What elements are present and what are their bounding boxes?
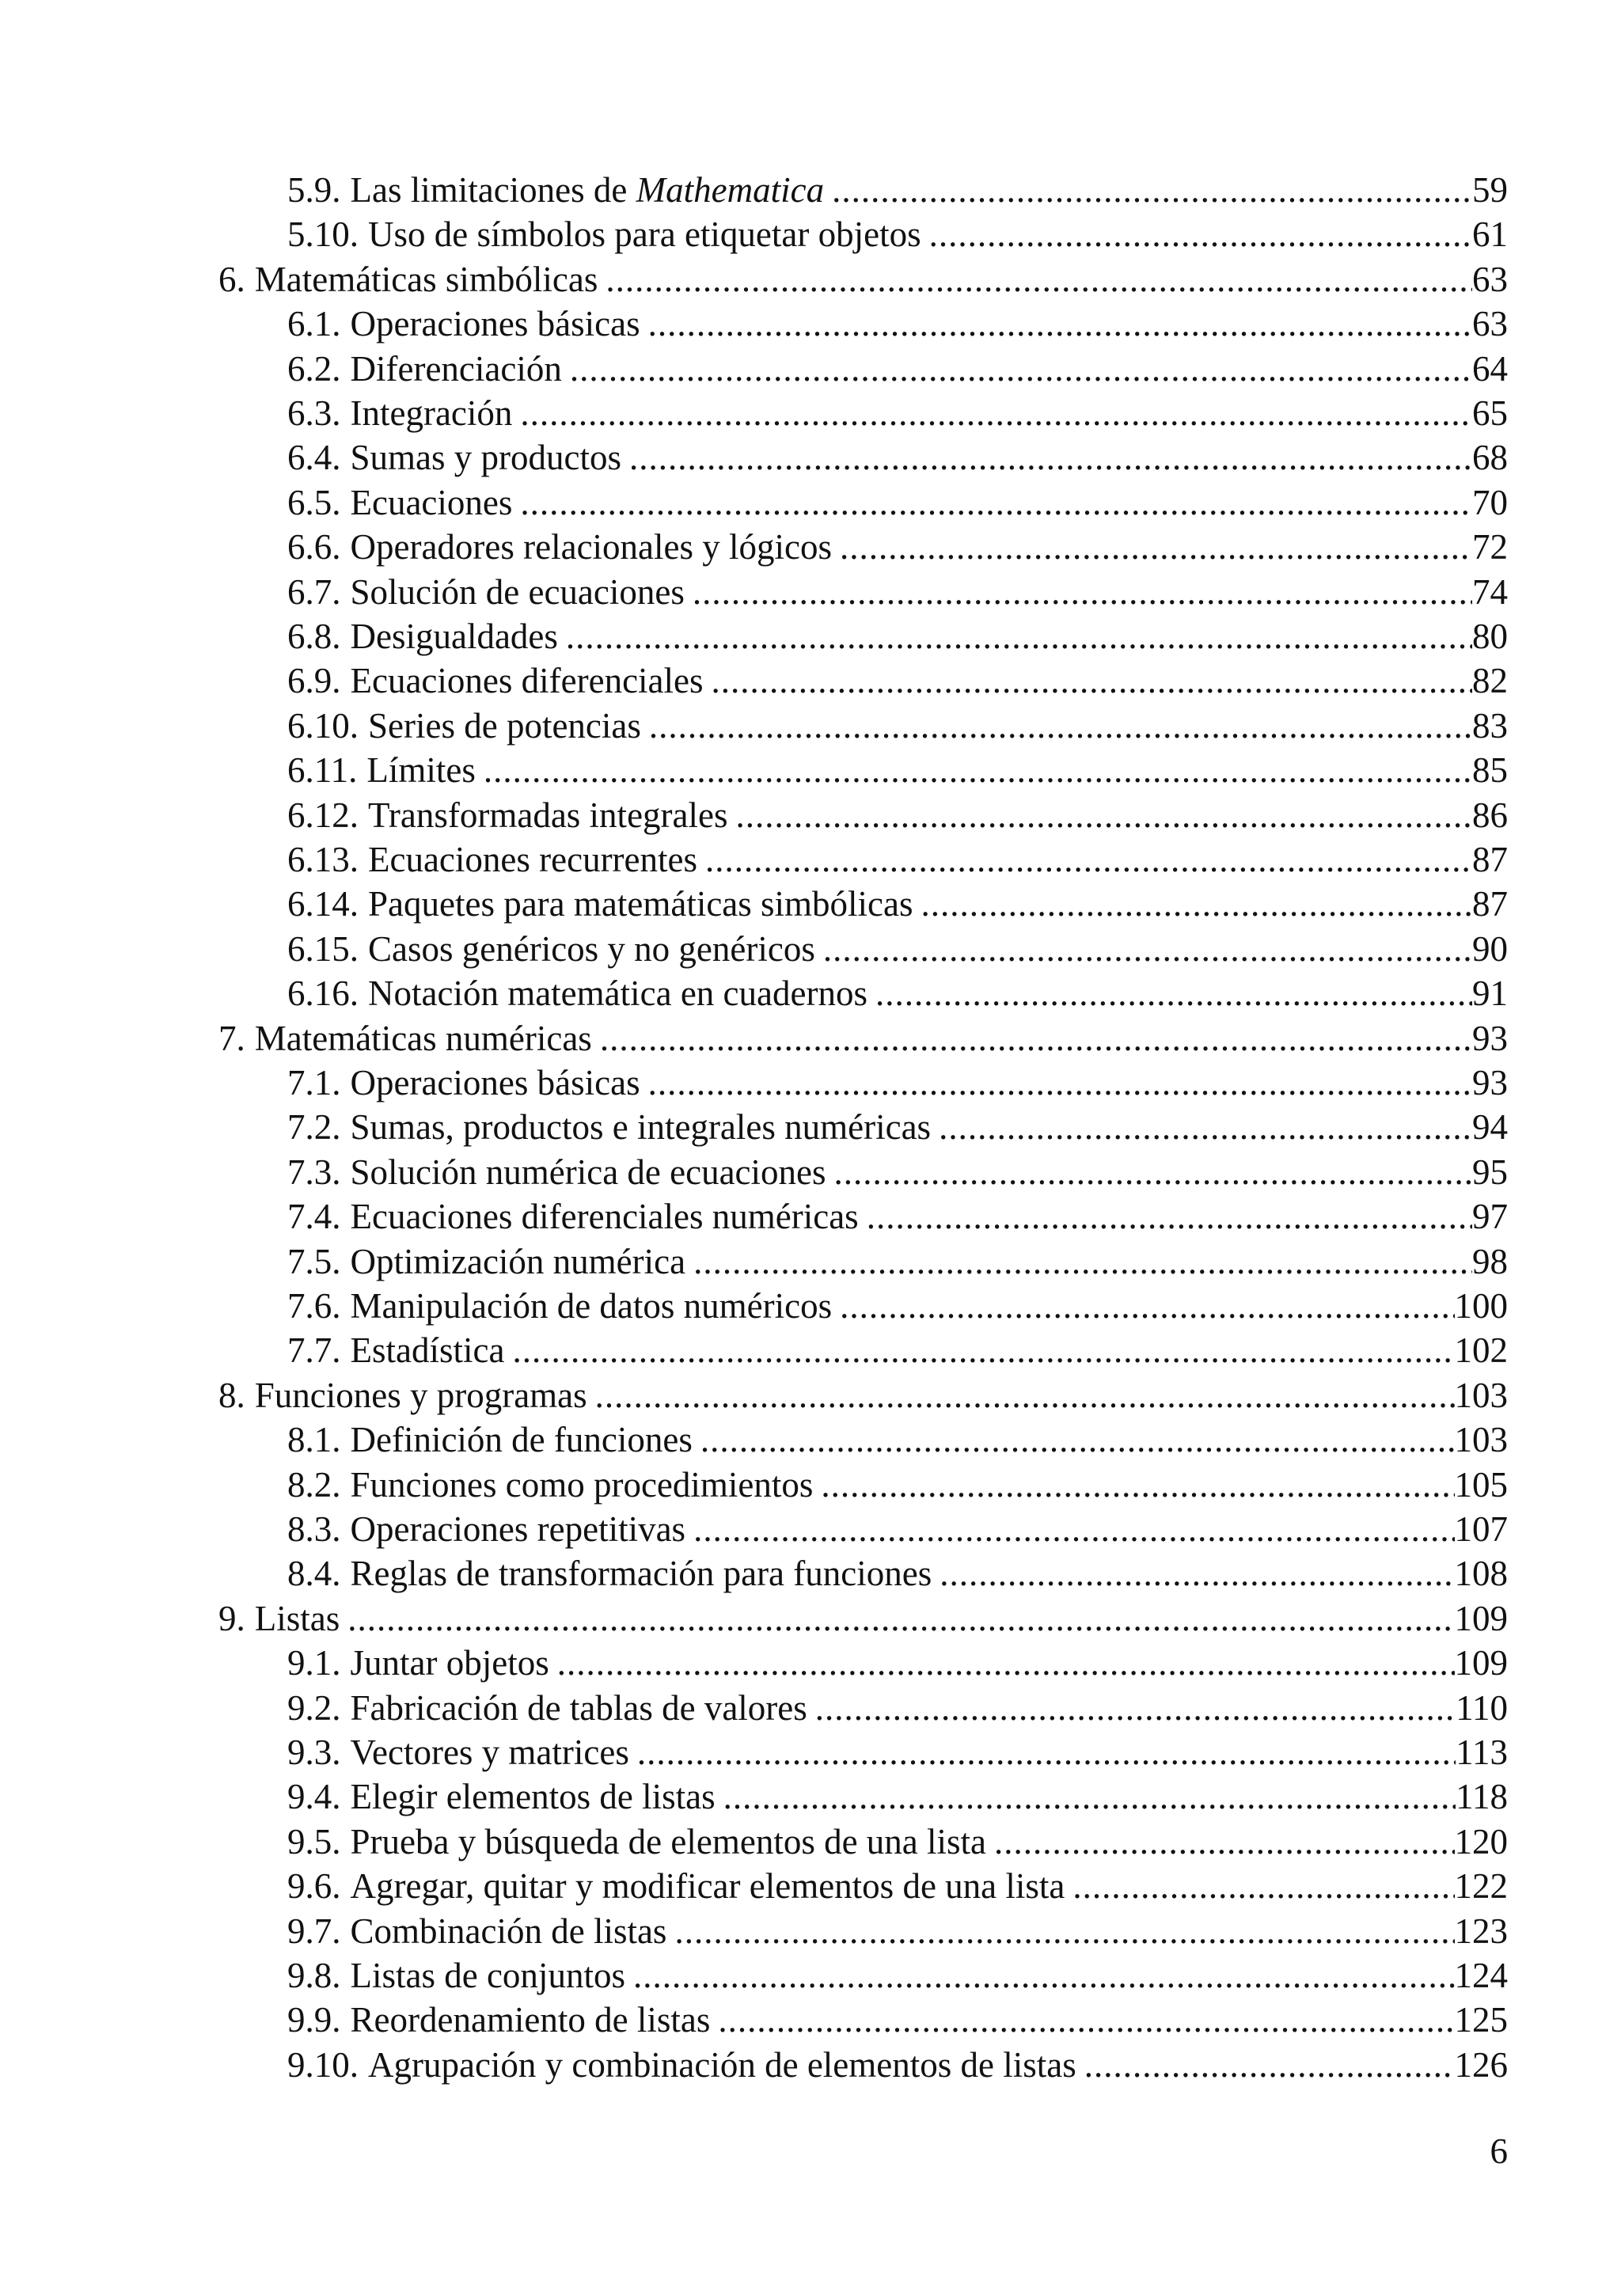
toc-entry-title-text: Sumas, productos e integrales numéricas [350, 1107, 932, 1147]
toc-entry-title-text: Ecuaciones diferenciales numéricas [350, 1197, 859, 1236]
toc-dot-leader [832, 1284, 1454, 1328]
toc-entry-number: 6.12. [287, 795, 359, 835]
toc-entry-title [341, 1551, 932, 1596]
toc-entry-title-text: Desigualdades [350, 617, 558, 656]
toc-section-entry [287, 1686, 1508, 1730]
toc-section-entry [287, 658, 1508, 703]
toc-entry-title-text: Ecuaciones [350, 483, 513, 522]
toc-section-entry [287, 212, 1508, 256]
toc-entry-page: 98 [1472, 1242, 1508, 1281]
toc-section-entry [287, 1105, 1508, 1149]
toc-entry-page: 102 [1454, 1330, 1508, 1370]
toc-entry-number: 8.1. [287, 1420, 341, 1459]
toc-dot-leader [1065, 1864, 1454, 1908]
toc-dot-leader [921, 212, 1472, 256]
toc-section-entry [287, 480, 1508, 525]
toc-entry-number: 6.13. [287, 840, 359, 879]
toc-entry-title-text: Listas de conjuntos [350, 1956, 625, 1995]
toc-entry-title-text: Operaciones básicas [350, 1063, 640, 1102]
toc-entry-page: 72 [1472, 527, 1508, 567]
toc-entry-number: 8.3. [287, 1509, 341, 1549]
toc-entry-page: 105 [1454, 1465, 1508, 1505]
toc-dot-leader [629, 1730, 1456, 1774]
toc-section-entry [287, 525, 1508, 569]
toc-entry-title [245, 257, 598, 302]
toc-entry-page: 103 [1454, 1376, 1508, 1415]
toc-entry-title [341, 435, 622, 480]
toc-dot-leader [697, 837, 1472, 882]
toc-section-entry [287, 1820, 1508, 1864]
toc-dot-leader [986, 1820, 1454, 1864]
toc-entry-title-text: Notación matemática en cuadernos [368, 973, 867, 1013]
toc-section-entry [287, 1998, 1508, 2042]
toc-section-entry [287, 1641, 1508, 1685]
toc-entry-page: 120 [1454, 1822, 1508, 1861]
toc-entry-number: 6.16. [287, 973, 359, 1013]
toc-dot-leader [931, 1105, 1472, 1149]
page-number: 6 [1490, 2131, 1508, 2171]
toc-entry-number: 7.4. [287, 1197, 341, 1236]
toc-entry-number: 7.2. [287, 1107, 341, 1147]
toc-dot-leader [727, 793, 1472, 837]
toc-entry-number: 7.5. [287, 1242, 341, 1281]
toc-chapter-entry [218, 1016, 1508, 1061]
toc-section-entry [287, 1909, 1508, 1953]
toc-entry-title-text: Operaciones básicas [350, 304, 640, 343]
toc-entry-title-text: Listas [254, 1599, 340, 1638]
toc-section-entry [287, 1239, 1508, 1284]
toc-entry-title [341, 391, 513, 435]
toc-entry-title-text: Funciones como procedimientos [350, 1465, 814, 1505]
toc-entry-page: 91 [1472, 973, 1508, 1013]
toc-entry-page: 97 [1472, 1197, 1508, 1236]
toc-entry-title [341, 1239, 686, 1284]
toc-entry-page: 59 [1472, 170, 1508, 210]
toc-entry-title [359, 882, 913, 926]
toc-entry-title [341, 570, 685, 614]
toc-dot-leader [562, 347, 1472, 391]
toc-entry-title [245, 1596, 340, 1641]
toc-dot-leader [340, 1596, 1454, 1641]
toc-entry-title [341, 1730, 629, 1774]
toc-entry-title-text: Operaciones repetitivas [350, 1509, 686, 1549]
toc-entry-title-text: Sumas y productos [350, 438, 621, 477]
toc-entry-number: 6.6. [287, 527, 341, 567]
toc-dot-leader [704, 658, 1472, 703]
toc-dot-leader [641, 704, 1472, 748]
toc-entry-title [357, 748, 475, 792]
toc-entry-title-text: Matemáticas numéricas [254, 1019, 592, 1058]
toc-entry-number: 6.15. [287, 929, 359, 969]
toc-chapter-entry [218, 257, 1508, 302]
toc-section-entry [287, 1730, 1508, 1774]
toc-section-entry [287, 1507, 1508, 1551]
toc-section-entry [287, 2043, 1508, 2087]
toc-entry-title-text: Funciones y programas [254, 1376, 587, 1415]
toc-dot-leader [512, 480, 1472, 525]
toc-entry-number: 6.2. [287, 349, 341, 389]
toc-entry-page: 65 [1472, 393, 1508, 433]
toc-entry-title [341, 1953, 625, 1998]
toc-entry-number: 6.7. [287, 572, 341, 612]
toc-entry-title-text: Juntar objetos [350, 1643, 549, 1683]
toc-entry-page: 123 [1454, 1911, 1508, 1951]
toc-dot-leader [1076, 2043, 1455, 2087]
toc-entry-title [341, 1061, 640, 1105]
toc-entry-title [341, 302, 640, 346]
toc-entry-title-text: Las limitaciones de [350, 170, 636, 210]
toc-dot-leader [807, 1686, 1456, 1730]
toc-entry-number: 8.2. [287, 1465, 341, 1505]
toc-dot-leader [592, 1016, 1472, 1061]
toc-entry-number: 9.2. [287, 1688, 341, 1728]
toc-entry-number: 6.9. [287, 661, 341, 700]
toc-entry-title [341, 1417, 693, 1462]
toc-entry-number: 9.3. [287, 1732, 341, 1772]
toc-entry-page: 80 [1472, 617, 1508, 656]
toc-entry-number: 6.3. [287, 393, 341, 433]
toc-entry-number: 9.7. [287, 1911, 341, 1951]
toc-section-entry [287, 837, 1508, 882]
toc-entry-number: 6. [218, 260, 245, 299]
toc-entry-title [341, 1105, 932, 1149]
toc-entry-number: 6.4. [287, 438, 341, 477]
toc-entry-title-text: Manipulación de datos numéricos [350, 1286, 833, 1326]
toc-dot-leader [640, 302, 1472, 346]
toc-section-entry [287, 1061, 1508, 1105]
toc-entry-title-text: Solución numérica de ecuaciones [350, 1152, 826, 1192]
toc-entry-page: 109 [1454, 1643, 1508, 1683]
toc-entry-title-text: Fabricación de tablas de valores [350, 1688, 807, 1728]
toc-entry-page: 63 [1472, 260, 1508, 299]
toc-dot-leader [666, 1909, 1454, 1953]
toc-entry-number: 6.10. [287, 706, 359, 746]
toc-entry-title-text: Diferenciación [350, 349, 562, 389]
toc-entry-number: 7.6. [287, 1286, 341, 1326]
toc-entry-title-text: Límites [366, 750, 476, 790]
toc-entry-number: 8.4. [287, 1554, 341, 1593]
toc-section-entry [287, 793, 1508, 837]
toc-entry-title [341, 1774, 716, 1819]
toc-dot-leader [826, 1150, 1472, 1194]
toc-entry-title-text: Reglas de transformación para funciones [350, 1554, 932, 1593]
toc-section-entry [287, 570, 1508, 614]
toc-entry-title [245, 1373, 587, 1417]
toc-entry-number: 9.8. [287, 1956, 341, 1995]
toc-entry-title [359, 927, 815, 971]
toc-entry-title [341, 1328, 505, 1372]
toc-entry-page: 86 [1472, 795, 1508, 835]
toc-entry-title-text: Casos genéricos y no genéricos [368, 929, 815, 969]
toc-entry-page: 113 [1456, 1732, 1508, 1772]
toc-entry-title-text: Agregar, quitar y modificar elementos de una lista [350, 1866, 1065, 1906]
toc-section-entry [287, 168, 1508, 212]
toc-entry-page: 94 [1472, 1107, 1508, 1147]
toc-section-entry [287, 1774, 1508, 1819]
toc-dot-leader [685, 1507, 1454, 1551]
toc-entry-number: 9.4. [287, 1777, 341, 1816]
toc-entry-number: 7.3. [287, 1152, 341, 1192]
toc-entry-title-text: Agrupación y combinación de elementos de listas [368, 2045, 1076, 2085]
toc-section-entry [287, 435, 1508, 480]
toc-entry-title-italic: Mathematica [636, 170, 825, 210]
toc-entry-page: 108 [1454, 1554, 1508, 1593]
toc-chapter-entry [218, 1596, 1508, 1641]
toc-entry-number: 6.14. [287, 884, 359, 924]
toc-entry-page: 122 [1454, 1866, 1508, 1906]
toc-entry-page: 64 [1472, 349, 1508, 389]
toc-section-entry [287, 1328, 1508, 1372]
toc-entry-title-text: Reordenamiento de listas [350, 2000, 711, 2040]
toc-entry-page: 124 [1454, 1956, 1508, 1995]
toc-dot-leader [476, 748, 1472, 792]
toc-dot-leader [710, 1998, 1454, 2042]
toc-section-entry [287, 1953, 1508, 1998]
toc-entry-page: 61 [1472, 214, 1508, 254]
toc-entry-number: 5.9. [287, 170, 341, 210]
toc-dot-leader [640, 1061, 1472, 1105]
toc-entry-number: 6.11. [287, 750, 358, 790]
toc-dot-leader [685, 1239, 1472, 1284]
toc-entry-title [341, 1686, 807, 1730]
toc-dot-leader [558, 614, 1472, 658]
toc-section-entry [287, 614, 1508, 658]
toc-entry-number: 9.1. [287, 1643, 341, 1683]
toc-entry-page: 110 [1456, 1688, 1508, 1728]
toc-entry-title [341, 525, 833, 569]
toc-entry-number: 9.10. [287, 2045, 359, 2085]
toc-entry-number: 8. [218, 1376, 245, 1415]
toc-entry-title [341, 1507, 686, 1551]
toc-entry-title [341, 168, 825, 212]
toc-entry-number: 5.10. [287, 214, 359, 254]
toc-entry-page: 63 [1472, 304, 1508, 343]
toc-entry-title-text: Integración [350, 393, 513, 433]
toc-entry-page: 74 [1472, 572, 1508, 612]
toc-entry-title-text: Matemáticas simbólicas [254, 260, 598, 299]
toc-dot-leader [716, 1774, 1456, 1819]
toc-entry-title [245, 1016, 592, 1061]
toc-dot-leader [859, 1194, 1472, 1239]
toc-entry-number: 7.1. [287, 1063, 341, 1102]
toc-section-entry [287, 748, 1508, 792]
toc-entry-number: 6.5. [287, 483, 341, 522]
toc-entry-title-text: Elegir elementos de listas [350, 1777, 716, 1816]
toc-entry-number: 7.7. [287, 1330, 341, 1370]
toc-entry-number: 9.5. [287, 1822, 341, 1861]
toc-entry-title-text: Definición de funciones [350, 1420, 693, 1459]
toc-entry-page: 85 [1472, 750, 1508, 790]
toc-entry-title-text: Estadística [350, 1330, 505, 1370]
toc-dot-leader [832, 525, 1472, 569]
toc-dot-leader [621, 435, 1472, 480]
toc-section-entry [287, 1551, 1508, 1596]
toc-dot-leader [587, 1373, 1455, 1417]
toc-entry-title [341, 614, 558, 658]
toc-section-entry [287, 704, 1508, 748]
toc-entry-title [341, 480, 513, 525]
toc-entry-title-text: Operadores relacionales y lógicos [350, 527, 833, 567]
toc-section-entry [287, 1463, 1508, 1507]
toc-entry-page: 83 [1472, 706, 1508, 746]
toc-entry-title-text: Prueba y búsqueda de elementos de una lista [350, 1822, 987, 1861]
toc-dot-leader [913, 882, 1472, 926]
toc-entry-number: 9.6. [287, 1866, 341, 1906]
toc-entry-number: 9. [218, 1599, 245, 1638]
toc-dot-leader [693, 1417, 1455, 1462]
toc-entry-title-text: Optimización numérica [350, 1242, 686, 1281]
toc-section-entry [287, 1864, 1508, 1908]
toc-entry-title [341, 1998, 711, 2042]
toc-entry-page: 68 [1472, 438, 1508, 477]
toc-entry-title [341, 1820, 987, 1864]
toc-entry-page: 93 [1472, 1063, 1508, 1102]
toc-entry-page: 95 [1472, 1152, 1508, 1192]
toc-entry-title [359, 2043, 1076, 2087]
toc-dot-leader [932, 1551, 1454, 1596]
toc-section-entry [287, 391, 1508, 435]
toc-entry-title-text: Ecuaciones diferenciales [350, 661, 704, 700]
toc-section-entry [287, 302, 1508, 346]
toc-entry-title [359, 704, 641, 748]
toc-entry-page: 126 [1454, 2045, 1508, 2085]
toc-entry-number: 6.1. [287, 304, 341, 343]
toc-entry-page: 125 [1454, 2000, 1508, 2040]
toc-entry-page: 93 [1472, 1019, 1508, 1058]
toc-chapter-entry [218, 1373, 1508, 1417]
toc-entry-page: 100 [1454, 1286, 1508, 1326]
toc-entry-page: 109 [1454, 1599, 1508, 1638]
toc-entry-page: 87 [1472, 840, 1508, 879]
toc-entry-title [341, 1864, 1065, 1908]
toc-entry-title-text: Series de potencias [368, 706, 641, 746]
toc-entry-page: 103 [1454, 1420, 1508, 1459]
toc-dot-leader [867, 971, 1472, 1015]
toc-entry-title [341, 1194, 859, 1239]
toc-entry-title [341, 347, 562, 391]
toc-entry-title-text: Vectores y matrices [350, 1732, 629, 1772]
toc-section-entry [287, 882, 1508, 926]
toc-section-entry [287, 1417, 1508, 1462]
toc-entry-title [359, 793, 727, 837]
toc-entry-page: 87 [1472, 884, 1508, 924]
toc-dot-leader [598, 257, 1472, 302]
toc-entry-number: 9.9. [287, 2000, 341, 2040]
toc-entry-number: 7. [218, 1019, 245, 1058]
toc-entry-page: 118 [1456, 1777, 1508, 1816]
toc-dot-leader [685, 570, 1472, 614]
toc-entry-title [341, 1641, 549, 1685]
toc-entry-title [359, 971, 867, 1015]
toc-entry-title [359, 212, 921, 256]
toc-entry-title-text: Uso de símbolos para etiquetar objetos [368, 214, 921, 254]
toc-entry-page: 90 [1472, 929, 1508, 969]
toc-entry-title-text: Transformadas integrales [368, 795, 728, 835]
toc-section-entry [287, 1194, 1508, 1239]
toc-dot-leader [815, 927, 1472, 971]
toc-entry-title [341, 1150, 826, 1194]
toc-entry-number: 6.8. [287, 617, 341, 656]
toc-dot-leader [824, 168, 1472, 212]
toc-dot-leader [625, 1953, 1455, 1998]
toc-entry-title [341, 658, 704, 703]
toc-entry-page: 70 [1472, 483, 1508, 522]
toc-section-entry [287, 347, 1508, 391]
toc-dot-leader [813, 1463, 1454, 1507]
toc-entry-title-text: Solución de ecuaciones [350, 572, 685, 612]
toc-entry-page: 82 [1472, 661, 1508, 700]
toc-section-entry [287, 1284, 1508, 1328]
toc-dot-leader [504, 1328, 1454, 1372]
toc-entry-title-text: Combinación de listas [350, 1911, 667, 1951]
toc-entry-title [359, 837, 697, 882]
toc-entry-title [341, 1463, 814, 1507]
toc-dot-leader [512, 391, 1472, 435]
toc-section-entry [287, 927, 1508, 971]
toc-section-entry [287, 1150, 1508, 1194]
toc-entry-title-text: Paquetes para matemáticas simbólicas [368, 884, 913, 924]
toc-entry-page: 107 [1454, 1509, 1508, 1549]
toc-dot-leader [549, 1641, 1455, 1685]
toc-section-entry [287, 971, 1508, 1015]
toc-entry-title [341, 1284, 833, 1328]
toc-entry-title [341, 1909, 667, 1953]
toc-entry-title-text: Ecuaciones recurrentes [368, 840, 698, 879]
